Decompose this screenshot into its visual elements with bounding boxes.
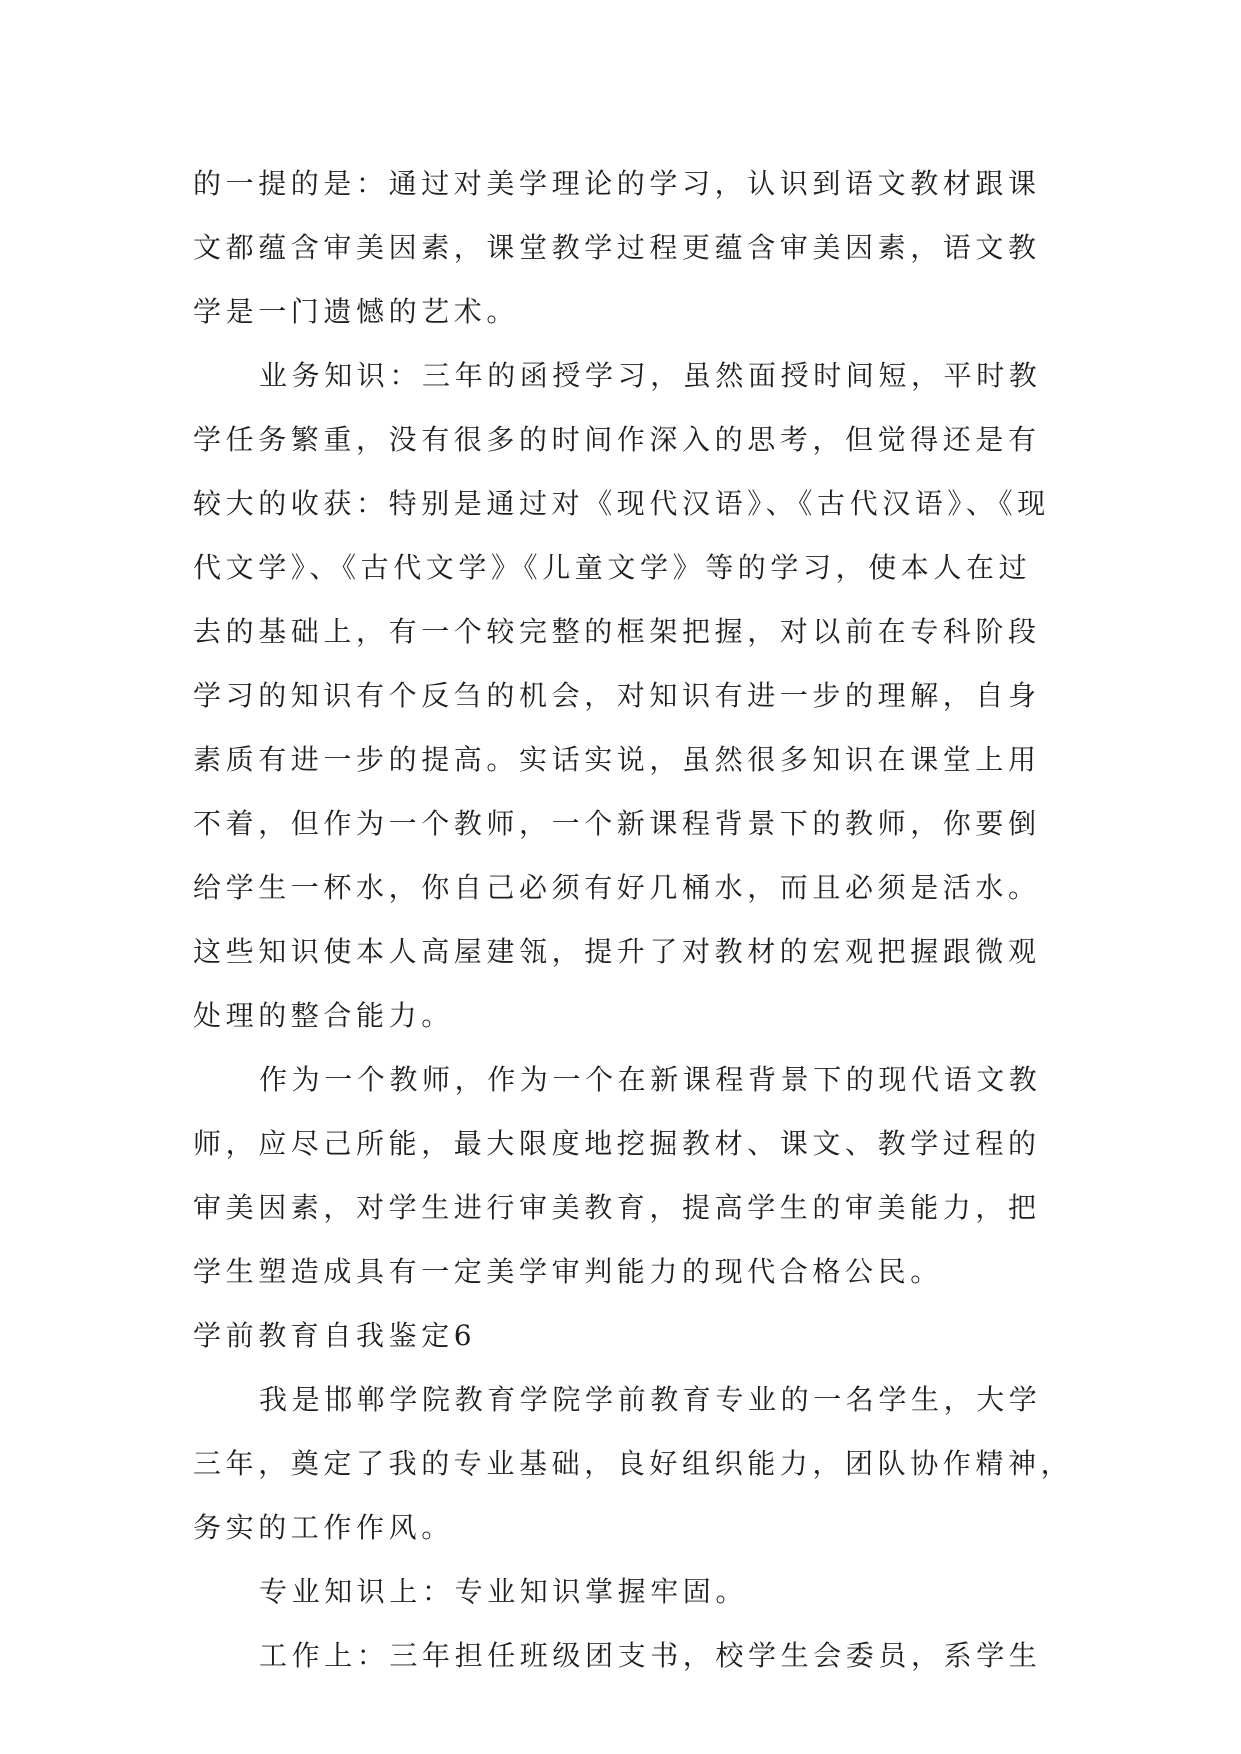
paragraph-first-line: 业务知识：三年的函授学习，虽然面授时间短，平时教 (259, 359, 1042, 392)
paragraph-first-line: 工作上：三年担任班级团支书，校学生会委员，系学生 (259, 1639, 1042, 1672)
text-line: 去的基础上，有一个较完整的框架把握，对以前在专科阶段 (193, 615, 1041, 648)
document-page (193, 152, 1074, 1688)
paragraph-first-line: 我是邯郸学院教育学院学前教育专业的一名学生，大学 (259, 1383, 1042, 1416)
document-body (193, 152, 1074, 1688)
paragraph-first-line: 作为一个教师，作为一个在新课程背景下的现代语文教 (259, 1063, 1042, 1096)
text-line: 务实的工作作风。 (193, 1511, 454, 1544)
text-line: 学任务繁重，没有很多的时间作深入的思考，但觉得还是有 (193, 423, 1041, 456)
text-line: 学习的知识有个反刍的机会，对知识有进一步的理解，自身 (193, 679, 1041, 712)
text-line: 这些知识使本人高屋建瓴，提升了对教材的宏观把握跟微观 (193, 935, 1041, 968)
text-line: 文都蕴含审美因素，课堂教学过程更蕴含审美因素，语文教 (193, 231, 1041, 264)
text-line: 的一提的是：通过对美学理论的学习，认识到语文教材跟课 (193, 167, 1041, 200)
text-line: 师，应尽己所能，最大限度地挖掘教材、课文、教学过程的 (193, 1127, 1041, 1160)
text-line: 给学生一杯水，你自己必须有好几桶水，而且必须是活水。 (193, 871, 1041, 904)
text-line: 代文学》、《古代文学》《儿童文学》等的学习，使本人在过 (193, 551, 1032, 584)
text-line: 学生塑造成具有一定美学审判能力的现代合格公民。 (193, 1255, 943, 1288)
paragraph-first-line: 专业知识上：专业知识掌握牢固。 (259, 1575, 749, 1608)
text-line: 较大的收获：特别是通过对《现代汉语》、《古代汉语》、《现 (193, 487, 1050, 520)
text-line: 不着，但作为一个教师，一个新课程背景下的教师，你要倒 (193, 807, 1041, 840)
text-line: 素质有进一步的提高。实话实说，虽然很多知识在课堂上用 (193, 743, 1041, 776)
text-line: 学前教育自我鉴定6 (193, 1319, 477, 1352)
text-line: 审美因素，对学生进行审美教育，提高学生的审美能力，把 (193, 1191, 1041, 1224)
text-line: 学是一门遗憾的艺术。 (193, 295, 520, 328)
text-line: 处理的整合能力。 (193, 999, 454, 1032)
text-line: 三年，奠定了我的专业基础，良好组织能力，团队协作精神， (193, 1447, 1074, 1480)
